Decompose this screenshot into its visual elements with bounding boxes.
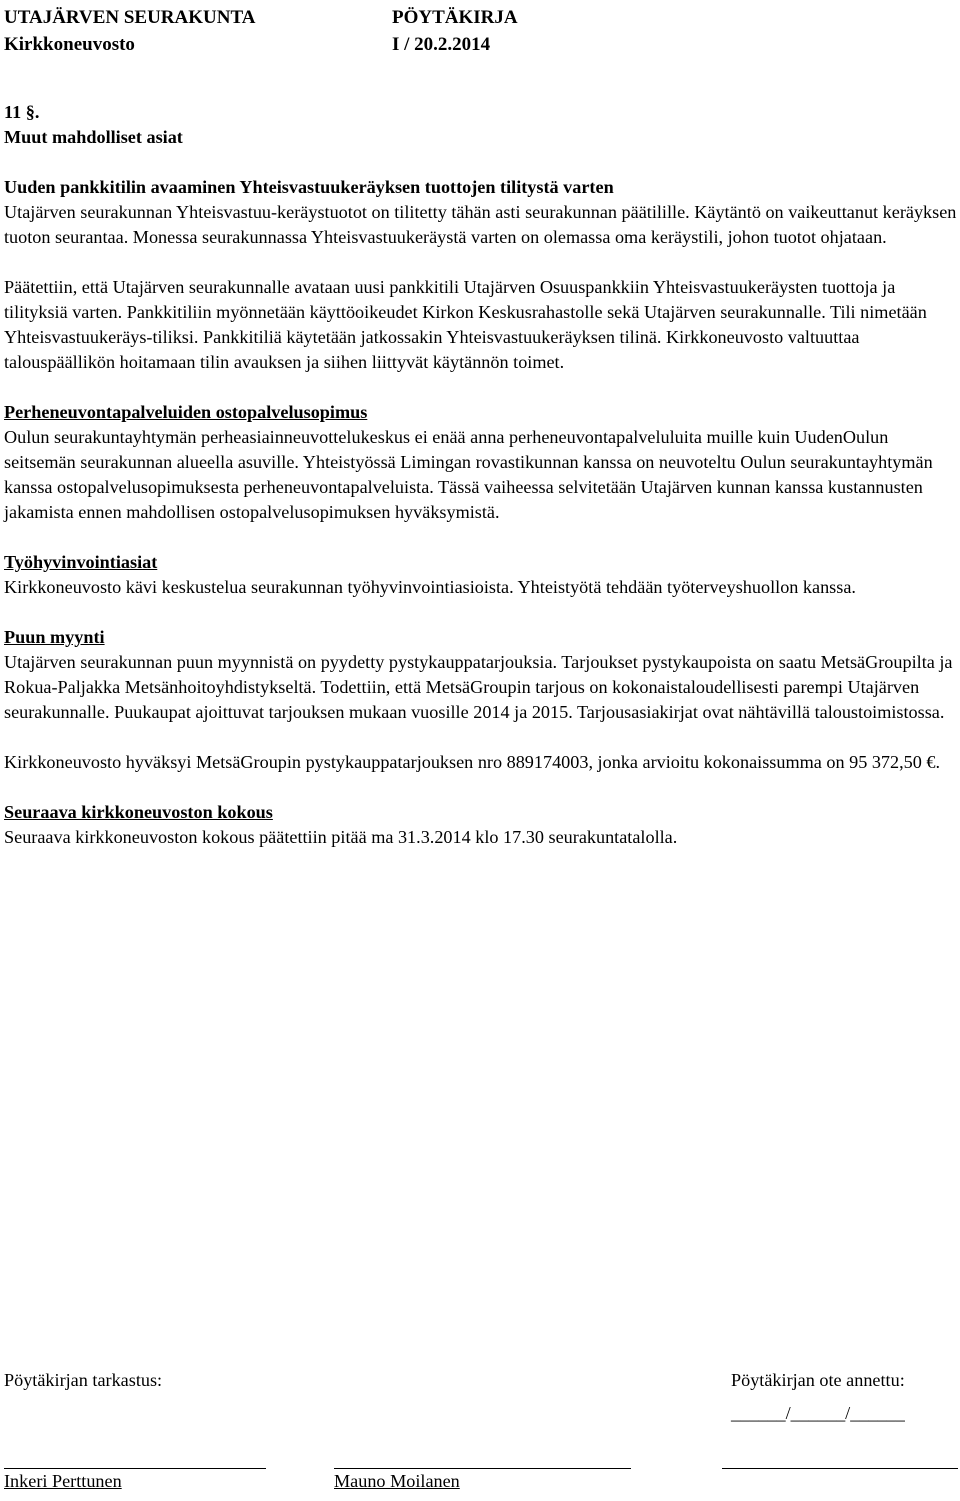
wellbeing-paragraph: Kirkkoneuvosto kävi keskustelua seurakunnan työhyvinvointiasioista. Yhteistyötä tehdään työterveyshuollon kanssa.: [4, 577, 856, 597]
meeting-number: I / 20.2.2014: [392, 34, 491, 55]
section-title: Muut mahdolliset asiat: [4, 127, 183, 147]
bank-paragraph-2: Päätettiin, että Utajärven seurakunnalle avataan uusi pankkitili Utajärven Osuuspankkiin Yhteisvastuukeräysten tuottoja ja tilityksiä varten. Pankkitiliin myönnetään käyttöoikeudet Kirkon Keskusrahastolle sekä Utajärven seurakunnalle. Tili nimetään Yhteisvastuukeräys-tiliksi. Pankkitiliä käytetään jatkossakin Yhteisvastuukeräyksen tilinä. Kirkkoneuvosto valtuuttaa talouspäällikön hoitamaan tilin avauksen ja siihen liittyvät käytännön toimet.: [4, 277, 927, 372]
minutes-content: [4, 100, 958, 850]
timber-paragraph-1: Utajärven seurakunnan puun myynnistä on pyydetty pystykauppatarjouksia. Tarjoukset pystykaupoista on saatu MetsäGroupilta ja Rokua-Paljakka Metsänhoitoyhdistykseltä. Todettiin, että MetsäGroupin tarjous on kokonaistaloudellisesti parempi Utajärven seurakunnalle. Puukaupat ajoittuvat tarjouksen mukaan vuosille 2014 ja 2015. Tarjousasiakirjat ovat nähtävillä taloustoimistossa.: [4, 652, 953, 722]
timber-heading: Puun myynti: [4, 627, 105, 647]
signature-block-3: [722, 1451, 958, 1469]
bank-heading: Uuden pankkitilin avaaminen Yhteisvastuukeräyksen tuottojen tilitystä varten: [4, 177, 614, 197]
document-page: [2, 0, 958, 1501]
timber-paragraph-2: Kirkkoneuvosto hyväksyi MetsäGroupin pystykauppatarjouksen nro 889174003, jonka arvioitu kokonaissumma on 95 372,50 €.: [4, 752, 941, 772]
signer-name: Mauno Moilanen: [334, 1471, 460, 1491]
extract-label: Pöytäkirjan ote annettu:: [731, 1370, 905, 1390]
body-name: Kirkkoneuvosto: [4, 34, 135, 55]
signature-line: [722, 1451, 958, 1469]
next-meeting-heading: Seuraava kirkkoneuvoston kokous: [4, 802, 273, 822]
signature-block-1: [4, 1451, 266, 1494]
signature-line: [4, 1451, 266, 1469]
signature-line: [334, 1451, 631, 1469]
document-header: [4, 4, 604, 58]
family-heading: Perheneuvontapalveluiden ostopalvelusopimus: [4, 402, 368, 422]
wellbeing-heading: Työhyvinvointiasiat: [4, 552, 158, 572]
signer-name: Inkeri Perttunen: [4, 1471, 122, 1491]
signature-footer: [4, 1368, 958, 1498]
bank-paragraph-1: Utajärven seurakunnan Yhteisvastuu-keräystuotot on tilitetty tähän asti seurakunnan päätilille. Käytäntö on vaikeuttanut keräyksen tuoton seurantaa. Monessa seurakunnassa Yhteisvastuukeräystä varten on olemassa oma keräystili, johon tuotot ohjataan.: [4, 202, 957, 247]
family-paragraph: Oulun seurakuntayhtymän perheasiainneuvottelukeskus ei enää anna perheneuvontapalveluluita muille kuin UudenOulun seitsemän seurakunnan alueella asuville. Yhteistyössä Limingan rovastikunnan kanssa on neuvoteltu Oulun seurakuntayhtymän kanssa ostopalvelusopimuksesta perheneuvontapalveluista. Tässä vaiheessa selvitetään Utajärven kunnan kanssa kustannusten jakamista ennen mahdollisen ostopalvelusopimuksen hyväksymistä.: [4, 427, 933, 522]
next-meeting-paragraph: Seuraava kirkkoneuvoston kokous päätettiin pitää ma 31.3.2014 klo 17.30 seurakuntatalolla.: [4, 827, 678, 847]
review-label: Pöytäkirjan tarkastus:: [4, 1370, 163, 1390]
signature-block-2: [334, 1451, 631, 1494]
section-number: 11 §.: [4, 102, 40, 122]
document-type: PÖYTÄKIRJA: [392, 7, 518, 28]
extract-date-blank: ______/______/______: [731, 1403, 905, 1423]
organization-name: UTAJÄRVEN SEURAKUNTA: [4, 7, 256, 28]
